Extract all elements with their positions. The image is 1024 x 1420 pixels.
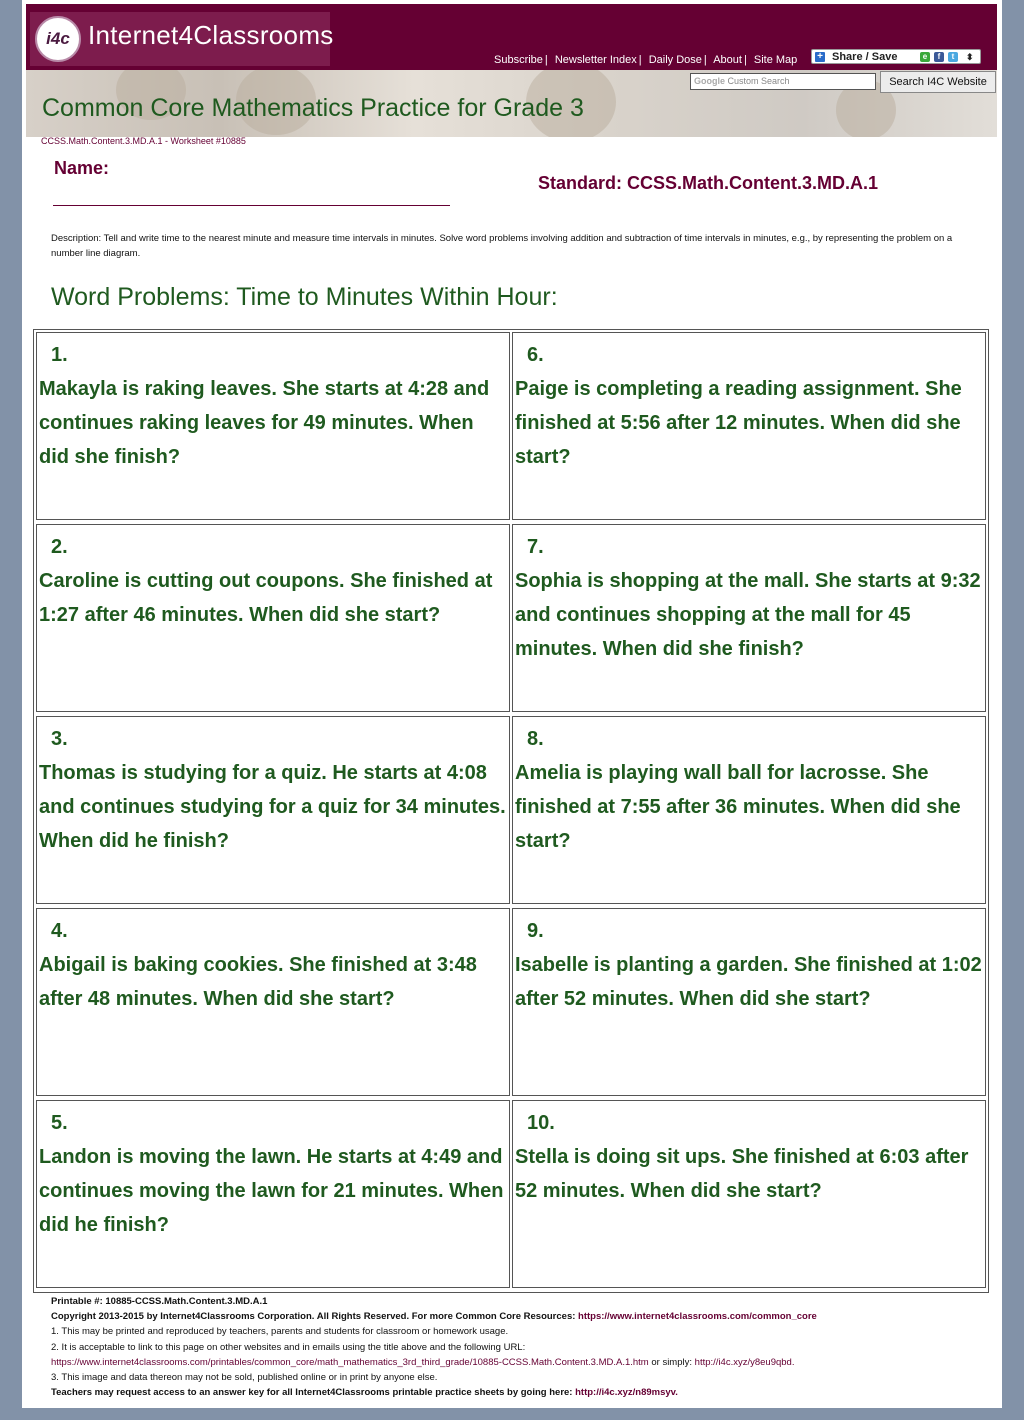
problem-number: 2. — [51, 536, 68, 558]
problem-text: Paige is completing a reading assignment. She finished at 5:56 after 12 minutes. When did she start? — [515, 378, 962, 468]
problem-cell — [36, 908, 510, 1096]
usage-line-2: 2. It is acceptable to link to this page on other websites and in emails using the title above and the following URL: — [51, 1341, 526, 1353]
header-banner — [26, 70, 997, 137]
site-header — [26, 4, 997, 70]
logo-mark: i4c — [35, 16, 81, 62]
facebook-icon: f — [934, 52, 944, 62]
answer-key-note: Teachers may request access to an answer key for all Internet4Classrooms printable practice sheets by going here: — [51, 1387, 573, 1399]
problem-text: Thomas is studying for a quiz. He starts at 4:08 and continues studying for a quiz for 34 minutes. When did he finish? — [39, 762, 506, 852]
problem-cell — [512, 524, 986, 712]
share-label: Share / Save — [832, 51, 898, 63]
problem-grid — [33, 329, 989, 1293]
problem-number: 7. — [527, 536, 544, 558]
worksheet-title: Word Problems: Time to Minutes Within Hour: — [51, 283, 558, 311]
nav-newsletter-index[interactable]: Newsletter Index — [554, 54, 637, 66]
problem-text: Sophia is shopping at the mall. She starts at 9:32 and continues shopping at the mall for 45 minutes. When did she finish? — [515, 570, 981, 660]
nav-daily-dose[interactable]: Daily Dose — [648, 54, 702, 66]
problem-text: Abigail is baking cookies. She finished at 3:48 after 48 minutes. When did she start? — [39, 954, 477, 1010]
usage-line-1: 1. This may be printed and reproduced by teachers, parents and students for classroom or homework usage. — [51, 1326, 509, 1338]
footer — [51, 1294, 981, 1400]
search-input[interactable] — [690, 73, 876, 90]
copyright: Copyright 2013-2015 by Internet4Classrooms Corporation. All Rights Reserved. For more Common Core Resources: — [51, 1311, 576, 1323]
problem-number: 6. — [527, 344, 544, 366]
problem-number: 8. — [527, 728, 544, 750]
problem-cell — [512, 716, 986, 904]
answer-key-link[interactable]: http://i4c.xyz/n89msyv. — [575, 1387, 678, 1399]
search-placeholder: Custom Search — [727, 76, 790, 86]
problem-number: 1. — [51, 344, 68, 366]
name-underline — [53, 205, 450, 206]
search-button[interactable]: Search I4C Website — [880, 71, 996, 93]
google-mark: Google — [694, 76, 725, 86]
problem-cell — [512, 1100, 986, 1288]
or-simply: or simply: — [651, 1356, 693, 1368]
problem-number: 3. — [51, 728, 68, 750]
problem-text: Stella is doing sit ups. She finished at 6:03 after 52 minutes. When did she start? — [515, 1146, 969, 1202]
site-logo[interactable] — [30, 12, 334, 66]
problem-text: Makayla is raking leaves. She starts at 4:28 and continues raking leaves for 49 minutes. When did she finish? — [39, 378, 490, 468]
dropdown-arrows-icon: ⬍ — [966, 52, 974, 62]
problem-text: Landon is moving the lawn. He starts at 4:49 and continues moving the lawn for 21 minutes. When did he finish? — [39, 1146, 504, 1236]
problem-cell — [36, 332, 510, 520]
share-save-button[interactable] — [811, 49, 981, 64]
problem-cell — [512, 332, 986, 520]
nav-site-map[interactable]: Site Map — [753, 54, 798, 66]
nav-about[interactable]: About — [713, 54, 742, 66]
common-core-link[interactable]: https://www.internet4classrooms.com/common_core — [578, 1311, 817, 1323]
worksheet-page — [22, 0, 1002, 1408]
email-share-icon: e — [920, 52, 930, 62]
standard-label: Standard: CCSS.Math.Content.3.MD.A.1 — [538, 173, 879, 193]
problem-number: 9. — [527, 920, 544, 942]
plus-icon: + — [815, 52, 825, 62]
problem-number: 4. — [51, 920, 68, 942]
nav-subscribe[interactable]: Subscribe — [494, 54, 543, 66]
problem-text: Isabelle is planting a garden. She finished at 1:02 after 52 minutes. When did she start? — [515, 954, 982, 1010]
problem-text: Amelia is playing wall ball for lacrosse. She finished at 7:55 after 36 minutes. When did she start? — [515, 762, 961, 852]
problem-number: 10. — [527, 1112, 555, 1134]
problem-cell — [36, 716, 510, 904]
problem-cell — [512, 908, 986, 1096]
name-label: Name: — [54, 158, 110, 178]
page-title: Common Core Mathematics Practice for Grade 3 — [42, 94, 584, 122]
page-url-link[interactable]: https://www.internet4classrooms.com/printables/common_core/math_mathematics_3rd_third_grade/10885-CCSS.Math.Content.3.MD.A.1.htm — [51, 1356, 649, 1368]
problem-text: Caroline is cutting out coupons. She finished at 1:27 after 46 minutes. When did she start? — [39, 570, 493, 626]
description: Description: Tell and write time to the nearest minute and measure time intervals in minutes. Solve word problems involving addition and subtraction of time intervals in minutes, e.g., by representing the problem on a number line diagram. — [51, 233, 953, 259]
problem-number: 5. — [51, 1112, 68, 1134]
short-url-link[interactable]: http://i4c.xyz/y8eu9qbd. — [694, 1356, 795, 1368]
problem-cell — [36, 1100, 510, 1288]
top-navigation: Subscribe | Newsletter Index | Daily Dose | About | Site Map — [494, 54, 798, 66]
problem-cell — [36, 524, 510, 712]
usage-line-3: 3. This image and data thereon may not be sold, published online or in print by anyone else. — [51, 1372, 438, 1384]
printable-number: Printable #: 10885-CCSS.Math.Content.3.MD.A.1 — [51, 1296, 268, 1307]
logo-wordmark: Internet4Classrooms — [88, 20, 334, 50]
breadcrumb: CCSS.Math.Content.3.MD.A.1 - Worksheet #10885 — [41, 136, 246, 146]
twitter-icon: t — [948, 52, 958, 62]
